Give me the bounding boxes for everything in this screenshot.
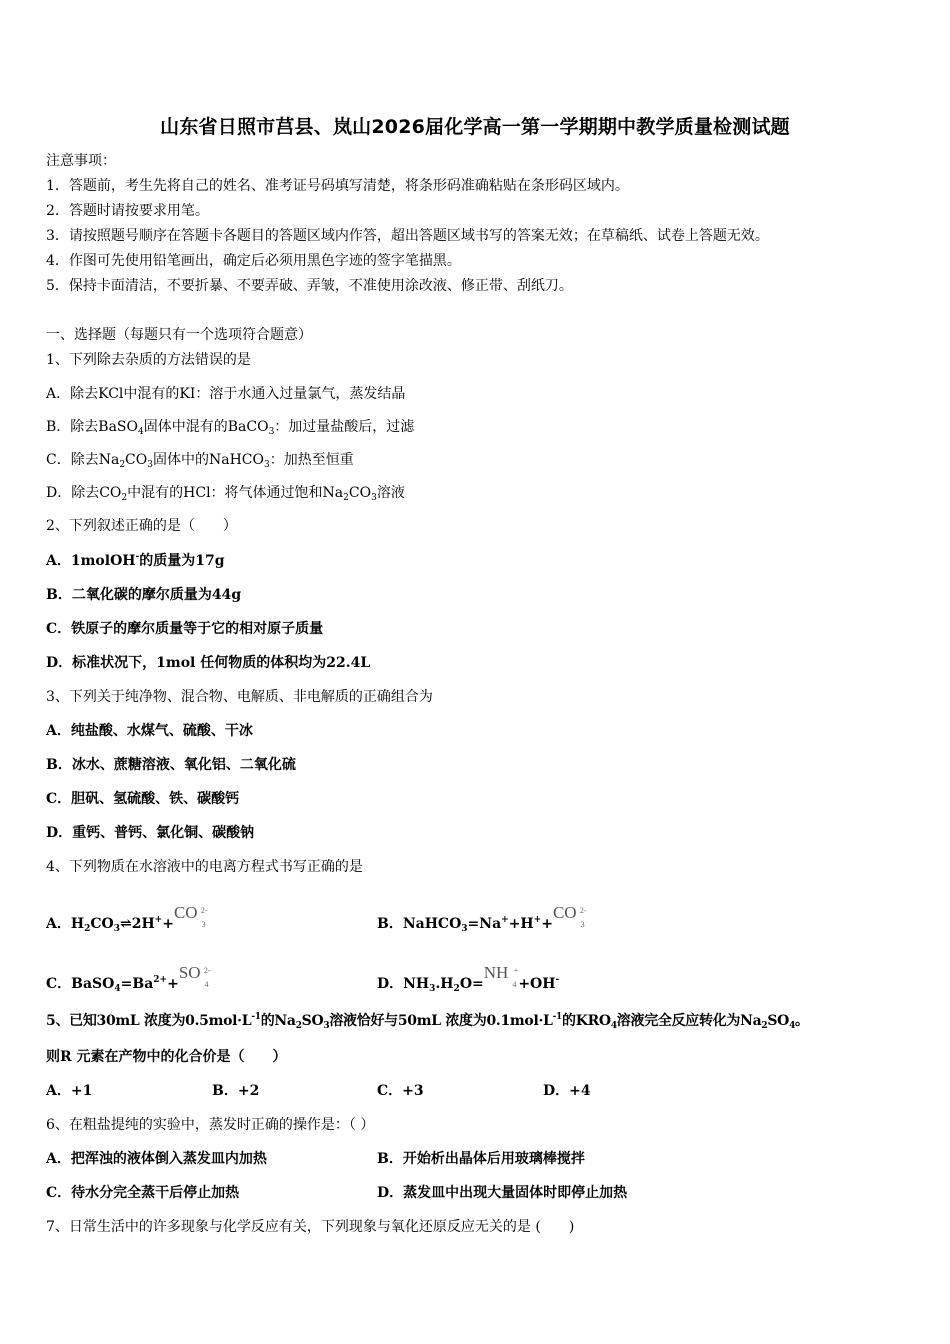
ammonium-ion: NH + 4 (483, 963, 519, 989)
question-1-option-b: B．除去BaSO$_4$固体中混有的BaCO$_3$：加过量盐酸后，过滤 (46, 419, 415, 437)
question-2-stem: 2、下列叙述正确的是（ ） (46, 518, 237, 534)
question-3-stem: 3、下列关于纯净物、混合物、电解质、非电解质的正确组合为 (46, 689, 433, 705)
question-2-option-d: D．标准状况下，1mol 任何物质的体积均为22.4L (46, 655, 371, 671)
question-1-option-d: D．除去$CO_2$中混有的HCl：将气体通过饱和$Na_2CO_3$溶液 (46, 485, 405, 503)
question-3-option-d: D．重钙、普钙、氯化铜、碳酸钠 (46, 825, 255, 841)
notice-item: 1．答题前，考生先将自己的姓名、准考证号码填写清楚，将条形码准确粘贴在条形码区域内。 (46, 178, 629, 194)
question-6-option-a: A．把浑浊的液体倒入蒸发皿内加热 (46, 1151, 267, 1167)
question-5-option-a: A．+1 (46, 1083, 93, 1099)
question-4-option-c: C．$BaSO_4=Ba^{2+}+SO$ 2- 4 (46, 963, 211, 994)
question-2-option-c: C．铁原子的摩尔质量等于它的相对原子质量 (46, 621, 324, 637)
question-5-option-b: B．+2 (212, 1083, 260, 1099)
question-4-option-b: B．NaHCO$_3$=Na++H++CO 2- 3 (377, 903, 587, 934)
question-5-option-c: C．+3 (377, 1083, 424, 1099)
question-5-stem-continued: 则R 元素在产物中的化合价是（ ） (46, 1049, 287, 1065)
question-6-option-c: C．待水分完全蒸干后停止加热 (46, 1185, 240, 1201)
question-1-stem: 1、下列除去杂质的方法错误的是 (46, 352, 251, 368)
carbonate-ion: CO 2- 3 (552, 903, 587, 929)
question-6-option-b: B．开始析出晶体后用玻璃棒搅拌 (377, 1151, 585, 1167)
section-heading: 一、选择题（每题只有一个选项符合题意） (46, 327, 312, 343)
question-1-option-c: C．除去$Na_2CO_3$固体中的NaHCO$_3$：加热至恒重 (46, 452, 354, 470)
question-4-stem: 4、下列物质在水溶液中的电离方程式书写正确的是 (46, 859, 363, 875)
question-3-option-a: A．纯盐酸、水煤气、硫酸、干冰 (46, 723, 253, 739)
notice-item: 3．请按照题号顺序在答题卡各题目的答题区域内作答，超出答题区域书写的答案无效；在草稿纸、试卷上答题无效。 (46, 228, 769, 244)
question-7-stem: 7、日常生活中的许多现象与化学反应有关，下列现象与氧化还原反应无关的是 ( ) (46, 1219, 575, 1235)
notice-item: 4．作图可先使用铅笔画出，确定后必须用黑色字迹的签字笔描黑。 (46, 253, 461, 269)
question-3-option-c: C．胆矾、氢硫酸、铁、碳酸钙 (46, 791, 240, 807)
notice-item: 2．答题时请按要求用笔。 (46, 203, 209, 219)
notice-heading: 注意事项： (46, 153, 116, 169)
question-4-option-a: A．$H_2CO_3\rightleftharpoons 2H^++CO$ 2- 3 (46, 903, 208, 934)
question-4-option-d: D．$NH_3.H_2O=NH$ + 4 +OH- (377, 963, 560, 994)
question-2-option-a: A．1molOH-的质量为17g (46, 552, 225, 569)
question-6-stem: 6、在粗盐提纯的实验中，蒸发时正确的操作是：（ ） (46, 1117, 375, 1133)
sulfate-ion: SO 2- 4 (178, 963, 211, 989)
notice-item: 5．保持卡面清洁，不要折暴、不要弄破、弄皱，不准使用涂改液、修正带、刮纸刀。 (46, 278, 573, 294)
question-1-option-a: A．除去KCl中混有的KI：溶于水通入过量氯气，蒸发结晶 (46, 386, 406, 402)
carbonate-ion: CO 2- 3 (173, 903, 208, 929)
question-5-stem: 5、已知30mL 浓度为$0.5mol\cdot L^{-1}$的$Na_2SO_3$溶液恰好与50mL 浓度为$0.1mol\cdot L^{-1}$的$KRO_4$溶液完全反应转化为$Na_2SO_4$。 (46, 1012, 809, 1031)
page-title: 山东省日照市莒县、岚山2026届化学高一第一学期期中教学质量检测试题 (160, 116, 790, 138)
question-3-option-b: B．冰水、蔗糖溶液、氧化铝、二氧化硫 (46, 757, 296, 773)
question-5-option-d: D．+4 (543, 1083, 591, 1099)
question-2-option-b: B．二氧化碳的摩尔质量为44g (46, 587, 242, 603)
question-6-option-d: D．蒸发皿中出现大量固体时即停止加热 (377, 1185, 628, 1201)
